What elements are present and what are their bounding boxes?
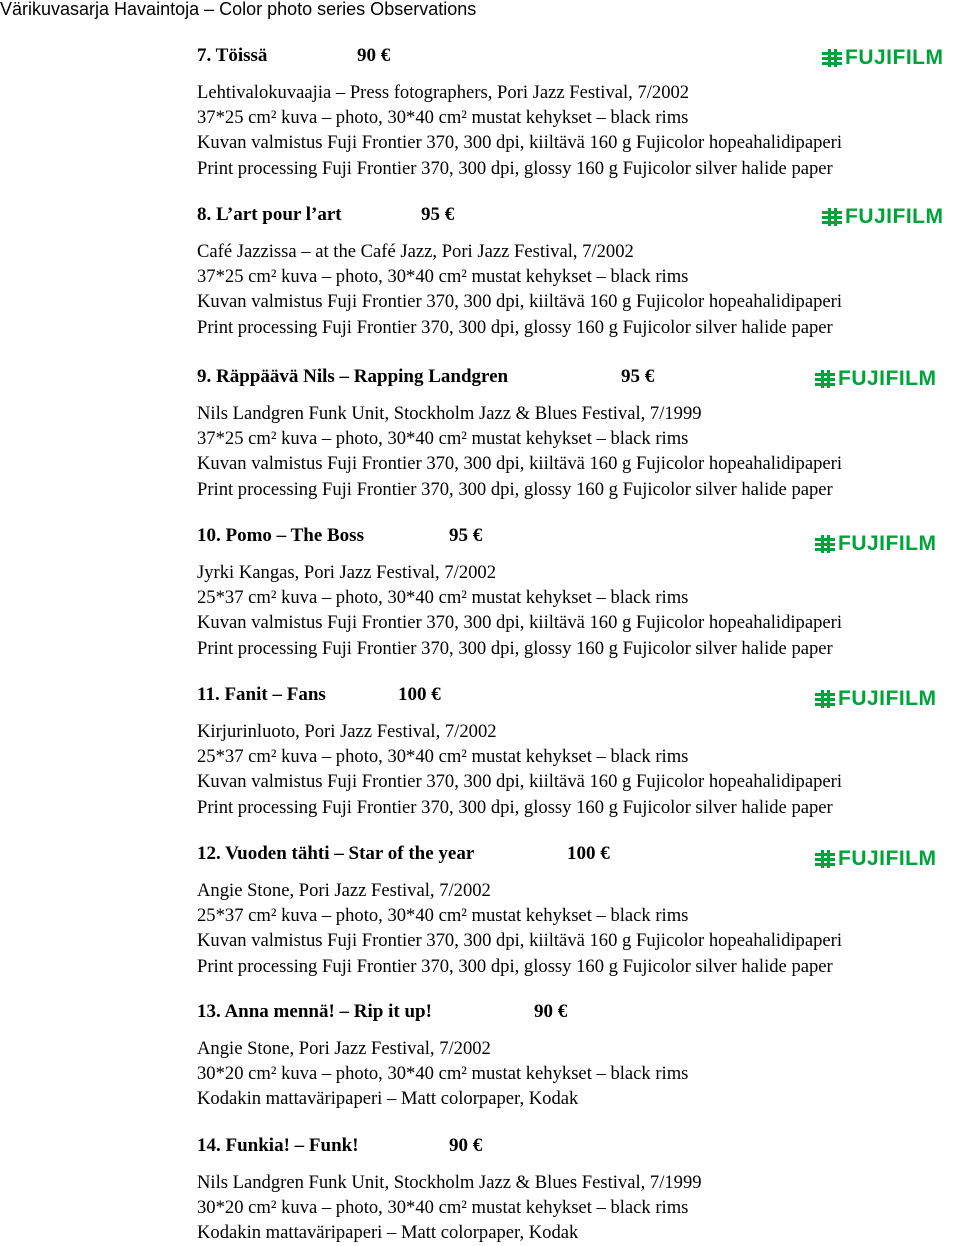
entry-heading [197,1001,947,1027]
entry-size: 37*25 cm² kuva – photo, 30*40 cm² mustat kehykset – black rims [197,266,689,288]
entry-title: 14. Funkia! – Funk! [197,1135,359,1156]
entry-title: 9. Räppäävä Nils – Rapping Landgren [197,366,509,387]
fujifilm-logo [815,688,937,710]
fujifilm-logo-icon [822,208,842,226]
fujifilm-logo [822,47,944,69]
entry-price: 95 € [621,366,655,387]
fujifilm-logo-text: FUJIFILM [845,205,944,228]
entry-price: 90 € [357,45,391,66]
entry-size: 25*37 cm² kuva – photo, 30*40 cm² mustat kehykset – black rims [197,746,689,768]
entry-price: 100 € [398,684,441,705]
entry-title: 7. Töissä [197,45,268,66]
entry-title: 12. Vuoden tähti – Star of the year [197,843,475,864]
entry-description: Nils Landgren Funk Unit, Stockholm Jazz & Blues Festival, 7/1999 [197,1172,702,1193]
entry-size: 37*25 cm² kuva – photo, 30*40 cm² mustat kehykset – black rims [197,428,689,450]
entry-description: Nils Landgren Funk Unit, Stockholm Jazz & Blues Festival, 7/1999 [197,403,702,424]
fujifilm-logo-text: FUJIFILM [838,367,937,390]
entry-title: 8. L’art pour l’art [197,204,342,225]
fujifilm-logo [815,368,937,390]
fujifilm-logo-icon [815,690,835,708]
fujifilm-logo-icon [815,370,835,388]
entry-processing-fi: Kuvan valmistus Fuji Frontier 370, 300 dpi, kiiltävä 160 g Fujicolor hopeahalidipaperi [197,291,843,313]
entry-processing-en: Print processing Fuji Frontier 370, 300 dpi, glossy 160 g Fujicolor silver halide paper [197,478,833,500]
fujifilm-logo [815,533,937,555]
entry-processing-en: Print processing Fuji Frontier 370, 300 dpi, glossy 160 g Fujicolor silver halide paper [197,796,833,818]
entry-processing-fi: Kuvan valmistus Fuji Frontier 370, 300 dpi, kiiltävä 160 g Fujicolor hopeahalidipaperi [197,132,843,154]
entry-price: 90 € [449,1135,483,1156]
entry-description: Angie Stone, Pori Jazz Festival, 7/2002 [197,1038,491,1059]
entry-description: Café Jazzissa – at the Café Jazz, Pori Jazz Festival, 7/2002 [197,241,634,262]
entry-processing-fi: Kuvan valmistus Fuji Frontier 370, 300 dpi, kiiltävä 160 g Fujicolor hopeahalidipaperi [197,930,843,952]
entry-size: 37*25 cm² kuva – photo, 30*40 cm² mustat kehykset – black rims [197,107,689,129]
entry-title: 13. Anna mennä! – Rip it up! [197,1001,432,1022]
entry-processing: Kodakin mattaväripaperi – Matt colorpaper, Kodak [197,1088,579,1110]
entry-size: 25*37 cm² kuva – photo, 30*40 cm² mustat kehykset – black rims [197,905,689,927]
fujifilm-logo-icon [815,850,835,868]
fujifilm-logo [815,848,937,870]
entry-price: 95 € [421,204,455,225]
entry-price: 100 € [567,843,610,864]
entry-description: Lehtivalokuvaajia – Press fotographers, Pori Jazz Festival, 7/2002 [197,82,690,103]
page-title: Värikuvasarja Havaintoja – Color photo series Observations [0,0,477,19]
entry-price: 90 € [534,1001,568,1022]
fujifilm-logo-text: FUJIFILM [845,46,944,69]
entry-processing-fi: Kuvan valmistus Fuji Frontier 370, 300 dpi, kiiltävä 160 g Fujicolor hopeahalidipaperi [197,612,843,634]
fujifilm-logo [822,206,944,228]
entry-processing: Kodakin mattaväripaperi – Matt colorpaper, Kodak [197,1222,579,1244]
entry-price: 95 € [449,525,483,546]
catalog-entry [197,1001,947,1112]
catalog-entry [197,1135,947,1246]
entry-processing-en: Print processing Fuji Frontier 370, 300 dpi, glossy 160 g Fujicolor silver halide paper [197,955,833,977]
entry-description: Kirjurinluoto, Pori Jazz Festival, 7/2002 [197,721,497,742]
fujifilm-logo-text: FUJIFILM [838,687,937,710]
entry-description: Jyrki Kangas, Pori Jazz Festival, 7/2002 [197,562,497,583]
fujifilm-logo-icon [822,49,842,67]
entry-size: 30*20 cm² kuva – photo, 30*40 cm² mustat kehykset – black rims [197,1197,689,1219]
fujifilm-logo-text: FUJIFILM [838,847,937,870]
entry-size: 25*37 cm² kuva – photo, 30*40 cm² mustat kehykset – black rims [197,587,689,609]
entry-description: Angie Stone, Pori Jazz Festival, 7/2002 [197,880,491,901]
fujifilm-logo-text: FUJIFILM [838,532,937,555]
entry-title: 11. Fanit – Fans [197,684,326,705]
entry-processing-fi: Kuvan valmistus Fuji Frontier 370, 300 dpi, kiiltävä 160 g Fujicolor hopeahalidipaperi [197,771,843,793]
entry-title: 10. Pomo – The Boss [197,525,364,546]
entry-size: 30*20 cm² kuva – photo, 30*40 cm² mustat kehykset – black rims [197,1063,689,1085]
entry-processing-en: Print processing Fuji Frontier 370, 300 dpi, glossy 160 g Fujicolor silver halide paper [197,157,833,179]
fujifilm-logo-icon [815,535,835,553]
entry-heading [197,1135,947,1161]
entry-processing-en: Print processing Fuji Frontier 370, 300 dpi, glossy 160 g Fujicolor silver halide paper [197,316,833,338]
entry-processing-fi: Kuvan valmistus Fuji Frontier 370, 300 dpi, kiiltävä 160 g Fujicolor hopeahalidipaperi [197,453,843,475]
entry-processing-en: Print processing Fuji Frontier 370, 300 dpi, glossy 160 g Fujicolor silver halide paper [197,637,833,659]
